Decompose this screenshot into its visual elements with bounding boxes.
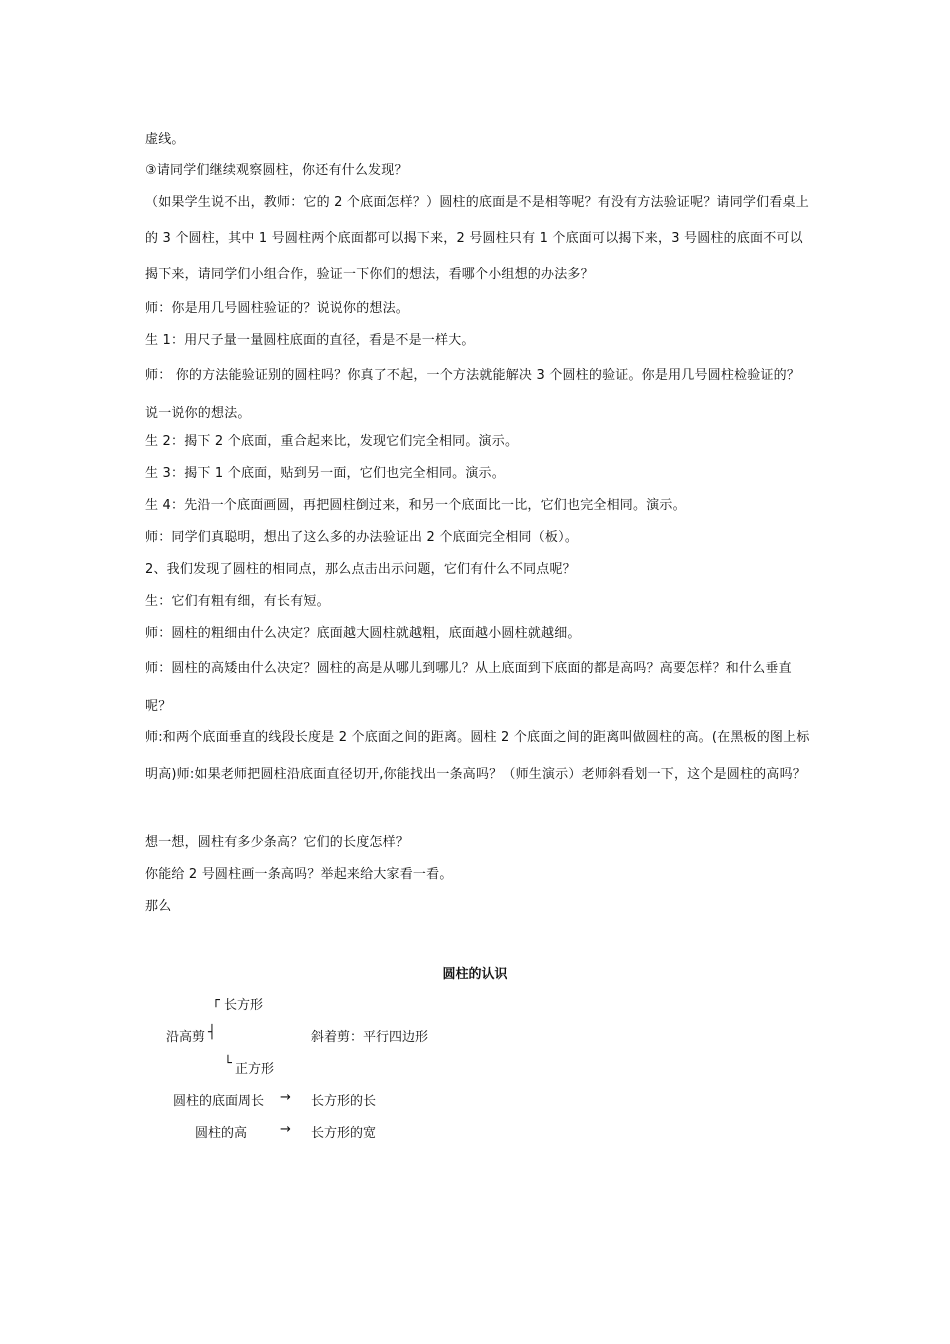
arrow-right-icon: → xyxy=(280,1122,291,1137)
arrow-right-icon: → xyxy=(280,1090,291,1105)
rectangle-label: 长方形 xyxy=(224,998,264,1013)
paragraph: 生 2：揭下 2 个底面，重合起来比，发现它们完全相同。演示。 xyxy=(145,434,519,449)
base-circumference-label: 圆柱的底面周长 xyxy=(173,1094,265,1109)
board-title: 圆柱的认识 xyxy=(442,967,508,982)
paragraph: 2、我们发现了圆柱的相同点，那么点击出示问题，它们有什么不同点呢？ xyxy=(145,562,576,577)
paragraph: ③请同学们继续观察圆柱，你还有什么发现？ xyxy=(145,163,408,178)
bracket-bottom-icon: └ xyxy=(224,1056,232,1071)
paragraph: 师：你是用几号圆柱验证的？说说你的想法。 xyxy=(145,301,410,316)
paragraph: 想一想，圆柱有多少条高？它们的长度怎样？ xyxy=(145,835,410,850)
cylinder-height-label: 圆柱的高 xyxy=(195,1126,248,1141)
paragraph: （如果学生说不出，教师：它的 2 个底面怎样？）圆柱的底面是不是相等呢？有没有方法验证呢？请同学们看桌上的 3 个圆柱，其中 1 号圆柱两个底面都可以揭下来，2 号圆柱只有 1 个底面可以揭下来，3 号圆柱的底面不可以揭下来，请同学们小组合作，验证一下你们的想法，看哪个小组想的办法多？ xyxy=(145,195,809,282)
rectangle-width-label: 长方形的宽 xyxy=(311,1126,377,1141)
paragraph: 生 3：揭下 1 个底面，贴到另一面，它们也完全相同。演示。 xyxy=(145,466,505,481)
paragraph: 师：圆柱的粗细由什么决定？底面越大圆柱就越粗，底面越小圆柱就越细。 xyxy=(145,626,581,641)
paragraph: 生 1：用尺子量一量圆柱底面的直径，看是不是一样大。 xyxy=(145,333,475,348)
paragraph: 虚线。 xyxy=(145,132,185,147)
paragraph: 师:和两个底面垂直的线段长度是 2 个底面之间的距离。圆柱 2 个底面之间的距离叫做圆柱的高。(在黑板的图上标明高)师:如果老师把圆柱沿底面直径切开,你能找出一条高吗？（师生演示）老师斜看划一下，这个是圆柱的高吗？ xyxy=(145,730,810,782)
bracket-middle-icon: ┤ xyxy=(208,1025,216,1040)
oblique-cut-label: 斜着剪：平行四边形 xyxy=(311,1030,429,1045)
paragraph: 师：圆柱的高矮由什么决定？圆柱的高是从哪儿到哪儿？从上底面到下底面的都是高吗？高要怎样？和什么垂直呢？ xyxy=(145,661,792,714)
paragraph: 你能给 2 号圆柱画一条高吗？举起来给大家看一看。 xyxy=(145,867,453,882)
paragraph: 师： 你的方法能验证别的圆柱吗？你真了不起，一个方法就能解决 3 个圆柱的验证。你是用几号圆柱检验证的？说一说你的想法。 xyxy=(145,368,801,421)
square-label: 正方形 xyxy=(235,1062,275,1077)
bracket-top-icon: ┌ xyxy=(212,993,220,1008)
paragraph: 生：它们有粗有细，有长有短。 xyxy=(145,594,330,609)
cut-along-height-label: 沿高剪 xyxy=(166,1030,206,1045)
paragraph: 师：同学们真聪明，想出了这么多的办法验证出 2 个底面完全相同（板）。 xyxy=(145,530,579,545)
paragraph: 生 4：先沿一个底面画圆，再把圆柱倒过来，和另一个底面比一比，它们也完全相同。演示。 xyxy=(145,498,686,513)
rectangle-length-label: 长方形的长 xyxy=(311,1094,377,1109)
paragraph: 那么 xyxy=(145,899,172,914)
